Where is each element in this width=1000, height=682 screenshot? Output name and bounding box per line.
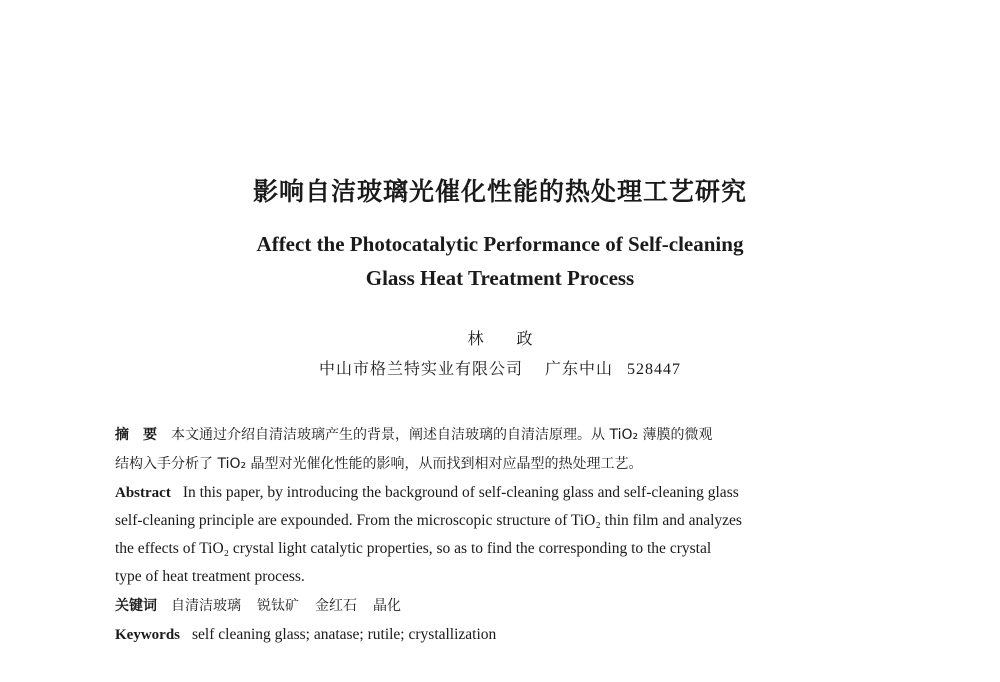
keywords-cn bbox=[115, 596, 401, 616]
keywords-en-label: Keywords bbox=[115, 627, 180, 643]
title-english-line-1: Affect the Photocatalytic Performance of Self-cleaning bbox=[256, 232, 744, 256]
keyword-cn-3: 金红石 bbox=[315, 598, 357, 614]
affiliation-org: 中山市格兰特实业有限公司 bbox=[318, 359, 523, 378]
abstract-en-line-1 bbox=[115, 483, 739, 503]
abstract-en-label: Abstract bbox=[115, 485, 171, 501]
keywords-en bbox=[115, 625, 496, 645]
affiliation-postcode: 528447 bbox=[627, 361, 682, 378]
abstract-cn-line-2: 结构入手分析了 TiO₂ 晶型对光催化性能的影响，从而找到相对应晶型的热处理工艺。 bbox=[115, 456, 643, 472]
keyword-cn-2: 锐钛矿 bbox=[257, 598, 299, 614]
abstract-cn-text-1: 本文通过介绍自清洁玻璃产生的背景，阐述自洁玻璃的自清洁原理。从 TiO₂ 薄膜的微观 bbox=[171, 427, 713, 443]
title-chinese: 影响自洁玻璃光催化性能的热处理工艺研究 bbox=[252, 177, 747, 206]
keywords-en-text: self cleaning glass; anatase; rutile; crystallization bbox=[192, 626, 497, 643]
affiliation-place: 广东中山 bbox=[545, 359, 614, 378]
affiliation bbox=[0, 356, 1000, 379]
abstract-cn-label: 摘 要 bbox=[115, 427, 157, 443]
author-name: 林 政 bbox=[467, 329, 547, 348]
abstract-en-line-4: type of heat treatment process. bbox=[115, 568, 305, 585]
keywords-cn-label: 关键词 bbox=[115, 598, 157, 614]
abstract-en-line-2: self-cleaning principle are expounded. From the microscopic structure of TiO₂ thin film and analyzes bbox=[115, 512, 742, 529]
keyword-cn-1: 自清洁玻璃 bbox=[171, 598, 241, 614]
title-english-line-2: Glass Heat Treatment Process bbox=[365, 266, 635, 290]
abstract-cn-line-1 bbox=[115, 425, 713, 445]
keyword-cn-4: 晶化 bbox=[373, 598, 401, 614]
abstract-en-line-3: the effects of TiO₂ crystal light catalytic properties, so as to find the corresponding to the crystal bbox=[115, 540, 712, 557]
abstract-en-text-1: In this paper, by introducing the background of self-cleaning glass and self-cleaning glass bbox=[182, 484, 739, 501]
